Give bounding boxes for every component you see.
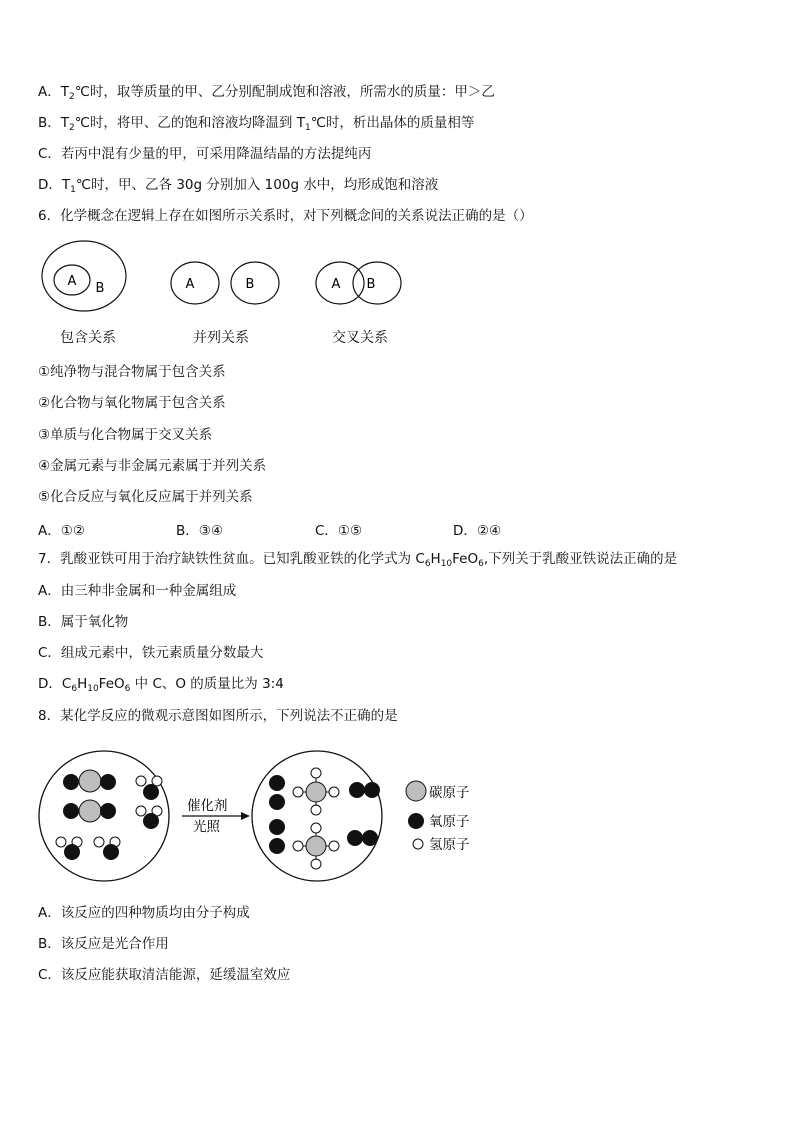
- temp-subscript: 1: [70, 185, 76, 195]
- temp-subscript: 2: [69, 123, 75, 133]
- parallel-diagram: [171, 262, 279, 304]
- formula-subscript: 10: [87, 684, 99, 694]
- q6-statement-3: ③单质与化合物属于交叉关系: [38, 427, 213, 443]
- oxygen-atom: [63, 803, 79, 819]
- formula-subscript: 6: [424, 559, 431, 569]
- q6-option-c[interactable]: C．①⑤: [315, 523, 363, 539]
- oxygen-atom: [103, 844, 119, 860]
- hydrogen-atom: [329, 841, 339, 851]
- option-text: ℃时，取等质量的甲、乙分别配制成饱和溶液，所需水的质量：甲＞乙: [74, 84, 495, 100]
- q6-option-a[interactable]: A．①②: [38, 523, 85, 539]
- formula-element: FeO: [98, 676, 125, 692]
- catalyst-label: 催化剂: [187, 798, 228, 814]
- hydrogen-atom: [94, 837, 104, 847]
- temp-symbol: T: [296, 115, 305, 131]
- oxygen-atom: [347, 830, 363, 846]
- oxygen-atom: [143, 784, 159, 800]
- water-molecule: [94, 837, 120, 860]
- oxygen-molecule: [349, 782, 380, 798]
- water-molecule: [136, 806, 162, 829]
- oxygen-legend-label: 氧原子: [429, 814, 470, 830]
- oxygen-atom: [349, 782, 365, 798]
- hydrogen-atom: [311, 823, 321, 833]
- oxygen-atom: [364, 782, 380, 798]
- circle-a: [171, 262, 219, 304]
- temp-symbol: T: [60, 84, 69, 100]
- concept-relation-diagram: [0, 240, 794, 320]
- q5-option-a: [38, 83, 495, 106]
- oxygen-atom: [100, 774, 116, 790]
- intersection-diagram: [316, 262, 401, 304]
- hydrogen-atom: [311, 859, 321, 869]
- oxygen-molecule: [347, 830, 378, 846]
- oxygen-atom: [143, 813, 159, 829]
- q8-option-a[interactable]: A．该反应的四种物质均由分子构成: [38, 905, 250, 921]
- carbon-legend-icon: [406, 781, 426, 801]
- q7-option-a[interactable]: A．由三种非金属和一种金属组成: [38, 583, 237, 599]
- q6-statement-4: ④金属元素与非金属元素属于并列关系: [38, 458, 267, 474]
- option-letter: D．: [38, 177, 62, 193]
- label-b: B: [95, 281, 105, 296]
- stem-text: ,下列关于乳酸亚铁说法正确的是: [483, 551, 678, 567]
- water-molecule: [136, 776, 162, 800]
- carbon-legend-label: 碳原子: [429, 785, 470, 801]
- oxygen-atom: [362, 830, 378, 846]
- option-text: ℃时，甲、乙各 30g 分别加入 100g 水中，均形成饱和溶液: [75, 177, 439, 193]
- methanol-molecule: [269, 819, 339, 869]
- q7-stem: [38, 550, 677, 573]
- temp-subscript: 1: [304, 123, 311, 133]
- carbon-atom: [306, 782, 326, 802]
- hydrogen-atom: [293, 787, 303, 797]
- q6-statement-5: ⑤化合反应与氧化反应属于并列关系: [38, 489, 253, 505]
- containment-diagram: [42, 241, 126, 311]
- q6-statement-1: ①纯净物与混合物属于包含关系: [38, 364, 226, 380]
- oxygen-atom: [64, 844, 80, 860]
- methanol-molecule: [269, 768, 339, 815]
- hydrogen-atom: [311, 805, 321, 815]
- option-text: D．C: [38, 676, 72, 692]
- hydrogen-atom: [293, 841, 303, 851]
- temp-subscript: 2: [69, 92, 75, 102]
- formula-element: H: [430, 551, 441, 567]
- formula-subscript: 6: [478, 559, 484, 569]
- q6-statement-2: ②化合物与氧化物属于包含关系: [38, 395, 226, 411]
- temp-symbol: T: [61, 177, 71, 193]
- hydrogen-legend-label: 氢原子: [429, 837, 470, 853]
- light-label: 光照: [193, 819, 220, 835]
- water-molecule: [56, 837, 82, 860]
- q7-option-d[interactable]: [38, 675, 284, 698]
- oxygen-atom: [269, 838, 285, 854]
- caption-containment: 包含关系: [60, 330, 116, 346]
- formula-subscript: 10: [440, 559, 453, 569]
- co2-molecule: [63, 800, 116, 822]
- hydrogen-atom: [329, 787, 339, 797]
- formula-subscript: 6: [71, 684, 78, 694]
- caption-intersection: 交叉关系: [332, 330, 388, 346]
- q8-option-c[interactable]: C．该反应能获取清洁能源，延缓温室效应: [38, 967, 291, 983]
- circle-b: [231, 262, 279, 304]
- q6-option-b[interactable]: B．③④: [176, 523, 223, 539]
- hydrogen-atom: [56, 837, 66, 847]
- formula-element: H: [77, 676, 88, 692]
- reaction-micro-diagram: [0, 735, 794, 895]
- label-a: A: [331, 277, 341, 292]
- formula-element: FeO: [452, 551, 479, 567]
- formula-subscript: 6: [124, 684, 131, 694]
- q5-option-d: [38, 176, 438, 199]
- oxygen-atom: [63, 774, 79, 790]
- option-text: ℃时，析出晶体的质量相等: [310, 115, 475, 131]
- oxygen-legend-icon: [408, 813, 424, 829]
- q6-stem: 6．化学概念在逻辑上存在如图所示关系时，对下列概念间的关系说法正确的是（）: [38, 208, 533, 224]
- q7-option-c[interactable]: C．组成元素中，铁元素质量分数最大: [38, 645, 264, 661]
- option-text: ℃时，将甲、乙的饱和溶液均降温到: [74, 115, 297, 131]
- label-b: B: [245, 277, 255, 292]
- label-a: A: [185, 277, 195, 292]
- option-letter: B．: [38, 115, 61, 131]
- oxygen-atom: [269, 794, 285, 810]
- temp-symbol: T: [60, 115, 70, 131]
- caption-parallel: 并列关系: [193, 330, 249, 346]
- atom-legend: [406, 781, 470, 853]
- hydrogen-atom: [136, 776, 146, 786]
- q5-option-c: C．若丙中混有少量的甲，可采用降温结晶的方法提纯丙: [38, 146, 372, 162]
- carbon-atom: [306, 836, 326, 856]
- q8-stem: 8．某化学反应的微观示意图如图所示，下列说法不正确的是: [38, 708, 398, 724]
- q8-option-b[interactable]: B．该反应是光合作用: [38, 936, 169, 952]
- stem-text: 7．乳酸亚铁可用于治疗缺铁性贫血。已知乳酸亚铁的化学式为 C: [38, 551, 425, 567]
- carbon-atom: [79, 770, 101, 792]
- oxygen-atom: [269, 775, 285, 791]
- co2-molecule: [63, 770, 116, 792]
- q7-option-b[interactable]: B．属于氧化物: [38, 614, 129, 630]
- hydrogen-atom: [136, 806, 146, 816]
- arrow-head: [241, 812, 250, 820]
- label-b: B: [366, 277, 376, 292]
- oxygen-atom: [100, 803, 116, 819]
- carbon-atom: [79, 800, 101, 822]
- option-text: 中 C、O 的质量比为 3:4: [130, 676, 284, 692]
- q6-options: [38, 519, 758, 537]
- oxygen-atom: [269, 819, 285, 835]
- circle-b: [353, 262, 401, 304]
- hydrogen-atom: [311, 768, 321, 778]
- q5-option-b: [38, 114, 474, 137]
- q6-option-d[interactable]: D．②④: [453, 523, 502, 539]
- option-letter: A．: [38, 84, 61, 100]
- label-a: A: [67, 274, 77, 289]
- hydrogen-legend-icon: [413, 839, 423, 849]
